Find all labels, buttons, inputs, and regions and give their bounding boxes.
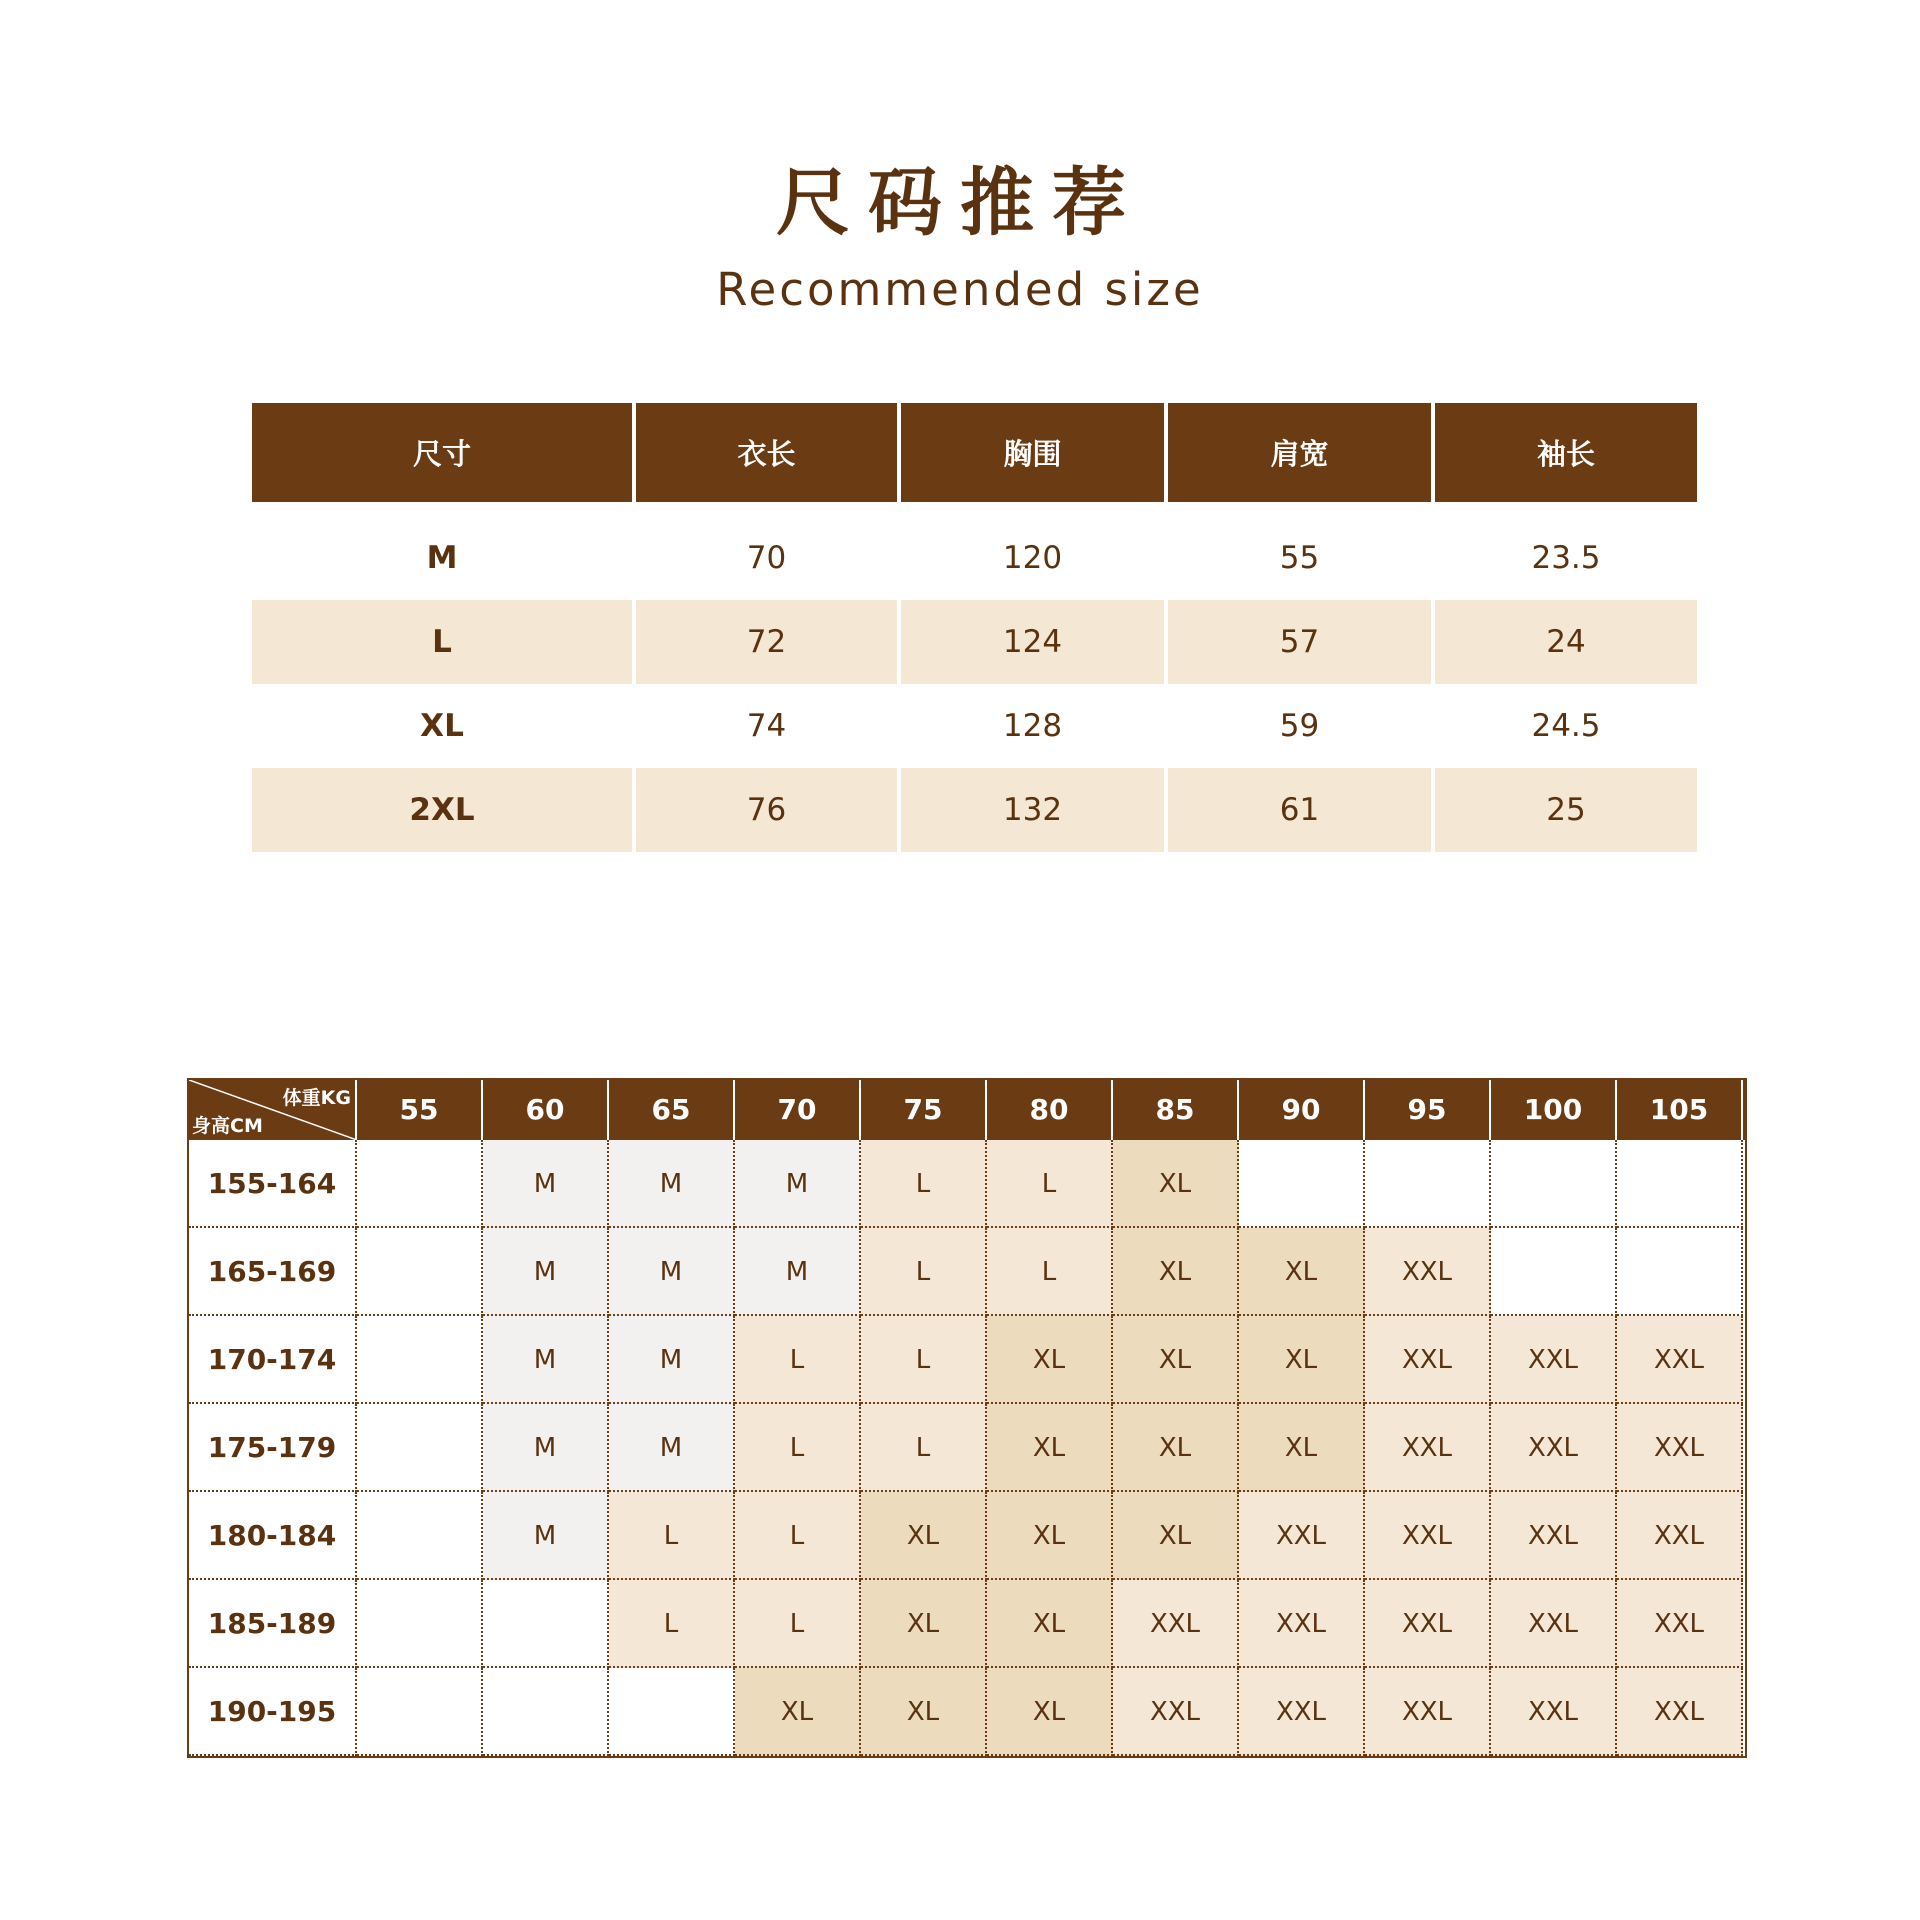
size-recommendation-cell: XXL xyxy=(1365,1228,1491,1316)
size-recommendation-cell: L xyxy=(987,1228,1113,1316)
size-recommendation-cell: XXL xyxy=(1617,1316,1743,1404)
size-recommendation-cell xyxy=(1491,1140,1617,1228)
weight-column-header: 105 xyxy=(1617,1080,1743,1140)
height-row-header: 180-184 xyxy=(189,1492,357,1580)
size-recommendation-cell: M xyxy=(735,1140,861,1228)
height-axis-label: 身高CM xyxy=(192,1115,263,1137)
size-recommendation-cell xyxy=(1491,1228,1617,1316)
grid-corner-cell xyxy=(189,1080,357,1140)
size-recommendation-cell: XL xyxy=(861,1668,987,1756)
size-recommendation-cell: L xyxy=(609,1492,735,1580)
size-recommendation-cell: XXL xyxy=(1365,1580,1491,1668)
size-recommendation-cell: XXL xyxy=(1365,1668,1491,1756)
weight-column-header: 90 xyxy=(1239,1080,1365,1140)
height-row-header: 185-189 xyxy=(189,1580,357,1668)
size-recommendation-cell xyxy=(1617,1140,1743,1228)
height-row-header: 165-169 xyxy=(189,1228,357,1316)
sleeve-cell: 24 xyxy=(1435,600,1697,684)
size-recommendation-cell: L xyxy=(861,1228,987,1316)
length-cell: 74 xyxy=(636,684,897,768)
size-recommendation-cell: L xyxy=(861,1316,987,1404)
shoulder-cell: 61 xyxy=(1168,768,1431,852)
size-recommendation-cell xyxy=(357,1228,483,1316)
size-recommendation-cell: L xyxy=(735,1492,861,1580)
size-recommendation-cell: XXL xyxy=(1239,1668,1365,1756)
size-recommendation-cell: XXL xyxy=(1491,1404,1617,1492)
size-recommendation-cell: XL xyxy=(1113,1140,1239,1228)
size-recommendation-cell: XXL xyxy=(1239,1492,1365,1580)
size-recommendation-cell: XL xyxy=(1113,1492,1239,1580)
size-recommendation-cell xyxy=(609,1668,735,1756)
height-row-header: 170-174 xyxy=(189,1316,357,1404)
page-subtitle: Recommended size xyxy=(716,263,1204,316)
size-recommendation-cell: XXL xyxy=(1365,1404,1491,1492)
size-recommendation-cell: XL xyxy=(1113,1404,1239,1492)
size-recommendation-cell: M xyxy=(735,1228,861,1316)
page-title: 尺码推荐 xyxy=(776,160,1144,246)
size-recommendation-cell: XXL xyxy=(1113,1580,1239,1668)
size-recommendation-cell: XL xyxy=(1239,1404,1365,1492)
size-table xyxy=(248,403,1701,852)
table-row xyxy=(252,516,1697,600)
size-recommendation-cell xyxy=(357,1580,483,1668)
size-recommendation-cell: XL xyxy=(987,1492,1113,1580)
column-header-length: 衣长 xyxy=(636,403,897,502)
weight-column-header: 65 xyxy=(609,1080,735,1140)
size-recommendation-cell: XXL xyxy=(1113,1668,1239,1756)
size-recommendation-cell: M xyxy=(609,1228,735,1316)
size-recommendation-cell: M xyxy=(483,1228,609,1316)
table-row xyxy=(252,684,1697,768)
size-recommendation-cell: L xyxy=(609,1580,735,1668)
sleeve-cell: 23.5 xyxy=(1435,516,1697,600)
size-recommendation-cell: L xyxy=(987,1140,1113,1228)
size-recommendation-cell: XXL xyxy=(1365,1316,1491,1404)
height-weight-grid xyxy=(187,1078,1747,1758)
size-recommendation-cell: M xyxy=(483,1404,609,1492)
chest-cell: 124 xyxy=(901,600,1164,684)
size-recommendation-cell: XL xyxy=(987,1668,1113,1756)
size-cell: XL xyxy=(252,684,632,768)
size-recommendation-cell: XL xyxy=(1239,1316,1365,1404)
size-recommendation-cell: XL xyxy=(987,1580,1113,1668)
size-recommendation-cell: XL xyxy=(861,1492,987,1580)
weight-column-header: 80 xyxy=(987,1080,1113,1140)
length-cell: 76 xyxy=(636,768,897,852)
size-recommendation-cell: M xyxy=(609,1316,735,1404)
size-recommendation-cell: XXL xyxy=(1617,1668,1743,1756)
size-recommendation-cell xyxy=(357,1668,483,1756)
size-recommendation-cell: L xyxy=(861,1140,987,1228)
size-table-header xyxy=(252,403,1697,502)
size-recommendation-cell: XL xyxy=(1113,1316,1239,1404)
weight-column-header: 75 xyxy=(861,1080,987,1140)
table-row xyxy=(252,768,1697,852)
size-recommendation-cell: XL xyxy=(1113,1228,1239,1316)
chest-cell: 128 xyxy=(901,684,1164,768)
size-recommendation-cell: XL xyxy=(735,1668,861,1756)
size-recommendation-cell xyxy=(483,1580,609,1668)
size-cell: M xyxy=(252,516,632,600)
chest-cell: 120 xyxy=(901,516,1164,600)
size-recommendation-cell: XXL xyxy=(1491,1580,1617,1668)
weight-column-header: 55 xyxy=(357,1080,483,1140)
size-recommendation-cell: XL xyxy=(987,1316,1113,1404)
size-recommendation-cell: L xyxy=(735,1316,861,1404)
size-recommendation-cell: XL xyxy=(1239,1228,1365,1316)
size-recommendation-cell xyxy=(357,1492,483,1580)
size-recommendation-cell: XXL xyxy=(1365,1492,1491,1580)
size-recommendation-cell: XXL xyxy=(1491,1316,1617,1404)
size-recommendation-cell: M xyxy=(483,1140,609,1228)
height-row-header: 190-195 xyxy=(189,1668,357,1756)
shoulder-cell: 57 xyxy=(1168,600,1431,684)
column-header-sleeve: 袖长 xyxy=(1435,403,1697,502)
weight-column-header: 95 xyxy=(1365,1080,1491,1140)
column-header-shoulder: 肩宽 xyxy=(1168,403,1431,502)
weight-axis-label: 体重KG xyxy=(282,1087,351,1109)
weight-column-header: 60 xyxy=(483,1080,609,1140)
shoulder-cell: 59 xyxy=(1168,684,1431,768)
size-recommendation-cell: M xyxy=(609,1404,735,1492)
weight-column-header: 70 xyxy=(735,1080,861,1140)
size-recommendation-cell: XL xyxy=(987,1404,1113,1492)
size-recommendation-cell: XXL xyxy=(1491,1668,1617,1756)
length-cell: 70 xyxy=(636,516,897,600)
size-recommendation-cell xyxy=(483,1668,609,1756)
table-row xyxy=(252,600,1697,684)
height-row-header: 175-179 xyxy=(189,1404,357,1492)
sleeve-cell: 25 xyxy=(1435,768,1697,852)
size-recommendation-cell xyxy=(1239,1140,1365,1228)
column-header-size: 尺寸 xyxy=(252,403,632,502)
height-row-header: 155-164 xyxy=(189,1140,357,1228)
column-header-chest: 胸围 xyxy=(901,403,1164,502)
size-recommendation-cell: L xyxy=(735,1580,861,1668)
size-recommendation-cell: L xyxy=(735,1404,861,1492)
weight-column-header: 100 xyxy=(1491,1080,1617,1140)
size-recommendation-cell xyxy=(357,1404,483,1492)
chest-cell: 132 xyxy=(901,768,1164,852)
size-recommendation-cell: M xyxy=(483,1316,609,1404)
size-recommendation-cell: M xyxy=(609,1140,735,1228)
weight-column-header: 85 xyxy=(1113,1080,1239,1140)
size-recommendation-cell: XXL xyxy=(1239,1580,1365,1668)
size-recommendation-cell xyxy=(1365,1140,1491,1228)
size-recommendation-cell xyxy=(357,1316,483,1404)
size-recommendation-cell: M xyxy=(483,1492,609,1580)
size-cell: 2XL xyxy=(252,768,632,852)
size-recommendation-cell: XXL xyxy=(1617,1404,1743,1492)
size-recommendation-cell xyxy=(1617,1228,1743,1316)
length-cell: 72 xyxy=(636,600,897,684)
size-cell: L xyxy=(252,600,632,684)
size-recommendation-cell xyxy=(357,1140,483,1228)
size-recommendation-cell: L xyxy=(861,1404,987,1492)
size-recommendation-cell: XXL xyxy=(1491,1492,1617,1580)
size-recommendation-cell: XL xyxy=(861,1580,987,1668)
shoulder-cell: 55 xyxy=(1168,516,1431,600)
size-recommendation-cell: XXL xyxy=(1617,1580,1743,1668)
sleeve-cell: 24.5 xyxy=(1435,684,1697,768)
size-recommendation-cell: XXL xyxy=(1617,1492,1743,1580)
